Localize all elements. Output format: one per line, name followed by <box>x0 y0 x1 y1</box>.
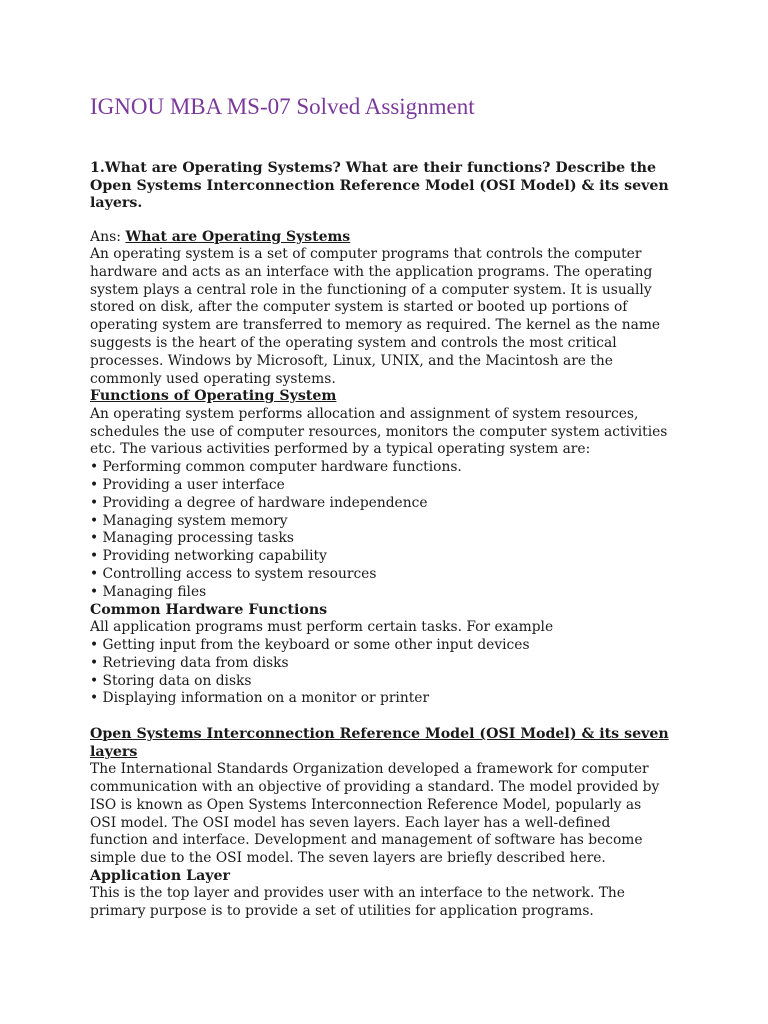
list-item: • Managing files <box>90 583 207 600</box>
answer-heading-line <box>90 229 670 247</box>
list-item: • Providing a degree of hardware independence <box>90 494 428 511</box>
list-item: • Controlling access to system resources <box>90 566 377 583</box>
application-layer-heading: Application Layer <box>90 867 231 884</box>
functions-list <box>90 459 670 601</box>
list-item: • Providing a user interface <box>90 477 285 494</box>
list-item: • Getting input from the keyboard or some other input devices <box>90 636 530 653</box>
list-item: • Storing data on disks <box>90 672 252 689</box>
hardware-list <box>90 637 670 708</box>
osi-paragraph: The International Standards Organization developed a framework for computer communication with an objective of providing a standard. The model provided by ISO is known as Open Systems Interconnection Reference Model, popularly as OSI model. The OSI model has seven layers. Each layer has a well-defined function and interface. Development and management of software has become simple due to the OSI model. The seven layers are briefly described here. <box>90 761 660 867</box>
list-item: • Retrieving data from disks <box>90 654 289 671</box>
osi-heading: Open Systems Interconnection Reference Model (OSI Model) & its seven layers <box>90 726 669 760</box>
functions-paragraph: An operating system performs allocation and assignment of system resources, schedules the use of computer resources, monitors the computer system activities etc. The various activities performed by a typical operating system are: <box>90 405 668 458</box>
document-title: IGNOU MBA MS-07 Solved Assignment <box>90 94 475 119</box>
list-item: • Managing system memory <box>90 512 288 529</box>
document-page <box>90 92 670 921</box>
answer-label: Ans: <box>90 228 126 245</box>
application-layer-paragraph: This is the top layer and provides user with an interface to the network. The primary purpose is to provide a set of utilities for application programs. <box>90 885 625 920</box>
functions-heading: Functions of Operating System <box>90 388 337 405</box>
list-item: • Performing common computer hardware functions. <box>90 459 462 476</box>
list-item: • Managing processing tasks <box>90 530 294 547</box>
hardware-heading: Common Hardware Functions <box>90 601 328 618</box>
list-item: • Displaying information on a monitor or printer <box>90 690 430 707</box>
answer-heading: What are Operating Systems <box>125 228 351 245</box>
question-text: 1.What are Operating Systems? What are their functions? Describe the Open Systems Interconnection Reference Model (OSI Model) & its seven layers. <box>90 160 669 211</box>
hardware-paragraph: All application programs must perform certain tasks. For example <box>90 619 554 636</box>
list-item: • Providing networking capability <box>90 548 327 565</box>
os-paragraph: An operating system is a set of computer programs that controls the computer hardware and acts as an interface with the application programs. The operating system plays a central role in the functioning of a computer system. It is usually stored on disk, after the computer system is started or booted up portions of operating system are transferred to memory as required. The kernel as the name suggests is the heart of the operating system and controls the most critical processes. Windows by Microsoft, Linux, UNIX, and the Macintosh are the commonly used operating systems. <box>90 246 661 387</box>
